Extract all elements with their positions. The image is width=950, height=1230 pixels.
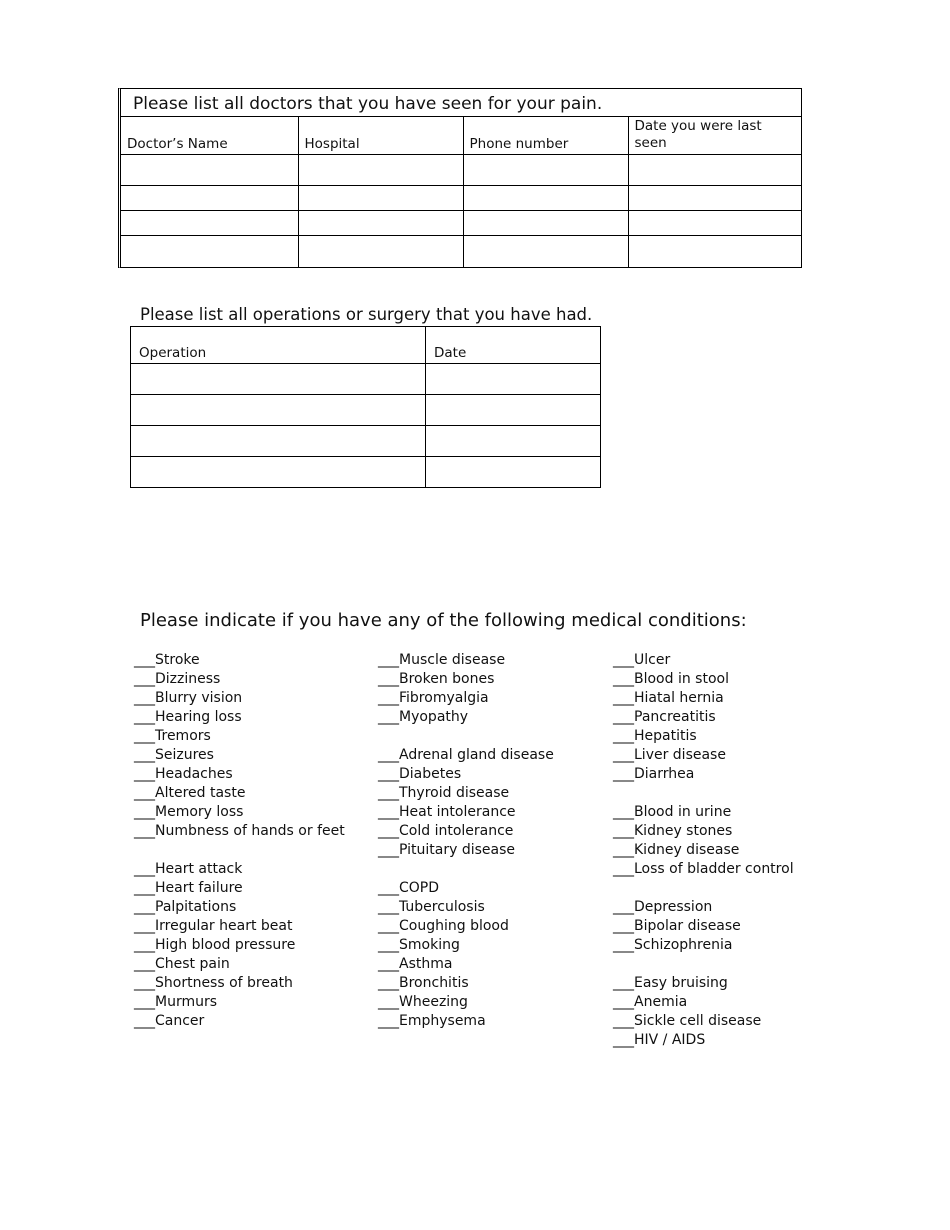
condition-check-blank[interactable]: ___: [613, 652, 634, 668]
condition-label: Pancreatitis: [634, 709, 716, 725]
condition-item: [134, 917, 345, 936]
table-row: [121, 210, 801, 235]
condition-item: [134, 879, 345, 898]
condition-check-blank[interactable]: ___: [378, 842, 399, 858]
condition-item: [134, 689, 345, 708]
condition-label: Hepatitis: [634, 728, 697, 744]
conditions-column-2: [378, 651, 554, 1031]
condition-check-blank[interactable]: ___: [613, 671, 634, 687]
condition-check-blank[interactable]: ___: [378, 804, 399, 820]
phone-number-cell[interactable]: [463, 185, 628, 210]
table-row: [121, 235, 801, 267]
condition-check-blank[interactable]: ___: [378, 785, 399, 801]
conditions-title: Please indicate if you have any of the following medical conditions:: [140, 610, 747, 631]
condition-item: [378, 689, 554, 708]
condition-check-blank[interactable]: ___: [613, 1032, 634, 1048]
condition-item: [613, 917, 794, 936]
condition-item: [378, 746, 554, 765]
conditions-column-3: [613, 651, 794, 1050]
condition-check-blank[interactable]: ___: [613, 766, 634, 782]
condition-check-blank[interactable]: ___: [134, 937, 155, 953]
condition-check-blank[interactable]: ___: [378, 975, 399, 991]
condition-label: Shortness of breath: [155, 975, 293, 991]
condition-item: [134, 955, 345, 974]
condition-label: Sickle cell disease: [634, 1013, 762, 1029]
condition-item: [134, 746, 345, 765]
condition-label: Tuberculosis: [399, 899, 485, 915]
doctors-grid: [121, 117, 801, 267]
condition-item: [378, 1012, 554, 1031]
condition-check-blank[interactable]: ___: [613, 1013, 634, 1029]
date-last-seen-cell[interactable]: [628, 154, 801, 185]
condition-item: [134, 784, 345, 803]
condition-check-blank[interactable]: ___: [134, 728, 155, 744]
header-date: Date: [426, 327, 601, 364]
condition-check-blank[interactable]: ___: [134, 671, 155, 687]
operation-cell[interactable]: [131, 457, 426, 488]
table-row: [121, 185, 801, 210]
condition-item: [378, 917, 554, 936]
condition-label: Hearing loss: [155, 709, 242, 725]
condition-item: [134, 803, 345, 822]
condition-item: [613, 803, 794, 822]
condition-item: [134, 898, 345, 917]
condition-item: [134, 822, 345, 841]
condition-label: Ulcer: [634, 652, 671, 668]
condition-label: Blurry vision: [155, 690, 243, 706]
condition-check-blank[interactable]: ___: [613, 994, 634, 1010]
operation-date-cell[interactable]: [426, 395, 601, 426]
condition-check-blank[interactable]: ___: [378, 652, 399, 668]
condition-item: [378, 765, 554, 784]
condition-label: Dizziness: [155, 671, 221, 687]
condition-item: [134, 860, 345, 879]
operations-table-title: Please list all operations or surgery that you have had.: [140, 305, 593, 324]
date-last-seen-cell[interactable]: [628, 235, 801, 267]
condition-item: [378, 993, 554, 1012]
condition-check-blank[interactable]: ___: [378, 994, 399, 1010]
condition-check-blank[interactable]: ___: [134, 994, 155, 1010]
condition-label: Loss of bladder control: [634, 861, 794, 877]
condition-label: Broken bones: [399, 671, 495, 687]
condition-label: Diarrhea: [634, 766, 695, 782]
header-operation: Operation: [131, 327, 426, 364]
doctor-name-cell[interactable]: [121, 210, 298, 235]
condition-check-blank[interactable]: ___: [378, 899, 399, 915]
condition-check-blank[interactable]: ___: [613, 975, 634, 991]
condition-label: Asthma: [399, 956, 453, 972]
date-last-seen-cell[interactable]: [628, 185, 801, 210]
condition-label: Murmurs: [155, 994, 218, 1010]
condition-item: [378, 784, 554, 803]
condition-item: [613, 708, 794, 727]
condition-label: Numbness of hands or feet: [155, 823, 345, 839]
operation-date-cell[interactable]: [426, 426, 601, 457]
condition-label: Heart attack: [155, 861, 243, 877]
condition-item: [613, 822, 794, 841]
condition-item: [613, 651, 794, 670]
condition-check-blank[interactable]: ___: [378, 671, 399, 687]
condition-check-blank[interactable]: ___: [613, 861, 634, 877]
table-row: [131, 457, 601, 488]
condition-label: Blood in stool: [634, 671, 729, 687]
condition-check-blank[interactable]: ___: [613, 728, 634, 744]
condition-label: Headaches: [155, 766, 233, 782]
header-hospital: Hospital: [298, 117, 463, 154]
table-row: [121, 154, 801, 185]
condition-label: Chest pain: [155, 956, 230, 972]
condition-item: [378, 651, 554, 670]
condition-check-blank[interactable]: ___: [613, 709, 634, 725]
condition-item: [613, 1012, 794, 1031]
condition-label: Bipolar disease: [634, 918, 741, 934]
condition-check-blank[interactable]: ___: [613, 804, 634, 820]
hospital-cell[interactable]: [298, 185, 463, 210]
condition-label: Muscle disease: [399, 652, 506, 668]
condition-check-blank[interactable]: ___: [134, 861, 155, 877]
condition-check-blank[interactable]: ___: [378, 709, 399, 725]
condition-check-blank[interactable]: ___: [378, 823, 399, 839]
phone-number-cell[interactable]: [463, 235, 628, 267]
operations-header-row: [131, 327, 601, 364]
condition-check-blank[interactable]: ___: [378, 956, 399, 972]
condition-check-blank[interactable]: ___: [613, 690, 634, 706]
condition-item: [378, 670, 554, 689]
condition-item: [613, 841, 794, 860]
condition-item: [613, 765, 794, 784]
condition-check-blank[interactable]: ___: [613, 918, 634, 934]
condition-item: [134, 670, 345, 689]
condition-label: Smoking: [399, 937, 460, 953]
condition-check-blank[interactable]: ___: [134, 956, 155, 972]
table-row: [131, 364, 601, 395]
operation-cell[interactable]: [131, 426, 426, 457]
condition-check-blank[interactable]: ___: [134, 747, 155, 763]
conditions-column-1: [134, 651, 345, 1031]
doctors-header-row: [121, 117, 801, 154]
condition-item: [613, 746, 794, 765]
doctor-name-cell[interactable]: [121, 154, 298, 185]
condition-item: [378, 898, 554, 917]
condition-check-blank[interactable]: ___: [378, 937, 399, 953]
group-spacer: [134, 841, 345, 860]
condition-check-blank[interactable]: ___: [378, 918, 399, 934]
condition-item: [134, 651, 345, 670]
condition-item: [134, 727, 345, 746]
condition-check-blank[interactable]: ___: [378, 747, 399, 763]
operations-grid: [130, 326, 601, 488]
condition-check-blank[interactable]: ___: [134, 975, 155, 991]
group-spacer: [613, 784, 794, 803]
condition-item: [134, 936, 345, 955]
condition-label: Memory loss: [155, 804, 244, 820]
condition-item: [134, 708, 345, 727]
condition-check-blank[interactable]: ___: [378, 766, 399, 782]
condition-item: [134, 1012, 345, 1031]
operation-cell[interactable]: [131, 395, 426, 426]
condition-item: [613, 727, 794, 746]
condition-check-blank[interactable]: ___: [134, 652, 155, 668]
condition-label: Emphysema: [399, 1013, 486, 1029]
condition-check-blank[interactable]: ___: [134, 899, 155, 915]
doctor-name-cell[interactable]: [121, 235, 298, 267]
condition-label: Heart failure: [155, 880, 243, 896]
condition-item: [613, 974, 794, 993]
condition-item: [378, 803, 554, 822]
condition-check-blank[interactable]: ___: [134, 690, 155, 706]
doctor-name-cell[interactable]: [121, 185, 298, 210]
condition-label: Schizophrenia: [634, 937, 733, 953]
condition-label: Depression: [634, 899, 713, 915]
condition-check-blank[interactable]: ___: [134, 709, 155, 725]
table-row: [131, 426, 601, 457]
condition-check-blank[interactable]: ___: [613, 823, 634, 839]
operations-table: [130, 326, 601, 488]
condition-item: [134, 993, 345, 1012]
condition-label: Diabetes: [399, 766, 462, 782]
header-phone-number: Phone number: [463, 117, 628, 154]
condition-label: COPD: [399, 880, 440, 896]
condition-label: Hiatal hernia: [634, 690, 724, 706]
condition-check-blank[interactable]: ___: [134, 918, 155, 934]
condition-item: [134, 974, 345, 993]
condition-label: Wheezing: [399, 994, 468, 1010]
header-doctor-name: Doctor’s Name: [121, 117, 298, 154]
hospital-cell[interactable]: [298, 210, 463, 235]
condition-item: [378, 708, 554, 727]
group-spacer: [378, 860, 554, 879]
condition-label: Easy bruising: [634, 975, 728, 991]
condition-check-blank[interactable]: ___: [134, 785, 155, 801]
condition-check-blank[interactable]: ___: [613, 842, 634, 858]
condition-label: Kidney disease: [634, 842, 740, 858]
condition-check-blank[interactable]: ___: [134, 804, 155, 820]
condition-label: Pituitary disease: [399, 842, 516, 858]
date-last-seen-cell[interactable]: [628, 210, 801, 235]
condition-label: Tremors: [155, 728, 211, 744]
operation-date-cell[interactable]: [426, 457, 601, 488]
condition-label: Altered taste: [155, 785, 246, 801]
condition-check-blank[interactable]: ___: [134, 766, 155, 782]
condition-item: [613, 993, 794, 1012]
phone-number-cell[interactable]: [463, 154, 628, 185]
condition-label: Fibromyalgia: [399, 690, 489, 706]
condition-label: HIV / AIDS: [634, 1032, 706, 1048]
condition-label: Myopathy: [399, 709, 469, 725]
hospital-cell[interactable]: [298, 154, 463, 185]
phone-number-cell[interactable]: [463, 210, 628, 235]
condition-label: Stroke: [155, 652, 200, 668]
condition-label: Liver disease: [634, 747, 726, 763]
condition-label: Thyroid disease: [399, 785, 510, 801]
condition-check-blank[interactable]: ___: [378, 690, 399, 706]
condition-label: Anemia: [634, 994, 688, 1010]
condition-label: Palpitations: [155, 899, 237, 915]
condition-check-blank[interactable]: ___: [613, 747, 634, 763]
condition-label: Heat intolerance: [399, 804, 516, 820]
group-spacer: [613, 879, 794, 898]
condition-item: [613, 1031, 794, 1050]
condition-item: [378, 955, 554, 974]
condition-label: Kidney stones: [634, 823, 733, 839]
condition-check-blank[interactable]: ___: [378, 880, 399, 896]
condition-item: [378, 879, 554, 898]
condition-item: [378, 974, 554, 993]
doctors-table-title: Please list all doctors that you have seen for your pain.: [121, 89, 801, 117]
group-spacer: [378, 727, 554, 746]
doctors-table: [118, 88, 802, 268]
operation-date-cell[interactable]: [426, 364, 601, 395]
condition-label: Cancer: [155, 1013, 205, 1029]
condition-label: Seizures: [155, 747, 214, 763]
header-date-last-seen: Date you were last seen: [628, 117, 801, 154]
condition-item: [613, 936, 794, 955]
condition-item: [378, 841, 554, 860]
condition-label: Bronchitis: [399, 975, 469, 991]
condition-item: [613, 898, 794, 917]
condition-label: Irregular heart beat: [155, 918, 293, 934]
condition-item: [613, 670, 794, 689]
operation-cell[interactable]: [131, 364, 426, 395]
condition-label: Coughing blood: [399, 918, 509, 934]
group-spacer: [613, 955, 794, 974]
condition-check-blank[interactable]: ___: [134, 880, 155, 896]
condition-check-blank[interactable]: ___: [613, 899, 634, 915]
condition-item: [134, 765, 345, 784]
condition-label: Blood in urine: [634, 804, 732, 820]
condition-item: [378, 822, 554, 841]
table-row: [131, 395, 601, 426]
condition-item: [378, 936, 554, 955]
condition-label: High blood pressure: [155, 937, 296, 953]
condition-label: Cold intolerance: [399, 823, 514, 839]
condition-check-blank[interactable]: ___: [134, 1013, 155, 1029]
condition-item: [613, 689, 794, 708]
hospital-cell[interactable]: [298, 235, 463, 267]
condition-check-blank[interactable]: ___: [613, 937, 634, 953]
condition-label: Adrenal gland disease: [399, 747, 554, 763]
condition-item: [613, 860, 794, 879]
condition-check-blank[interactable]: ___: [134, 823, 155, 839]
condition-check-blank[interactable]: ___: [378, 1013, 399, 1029]
